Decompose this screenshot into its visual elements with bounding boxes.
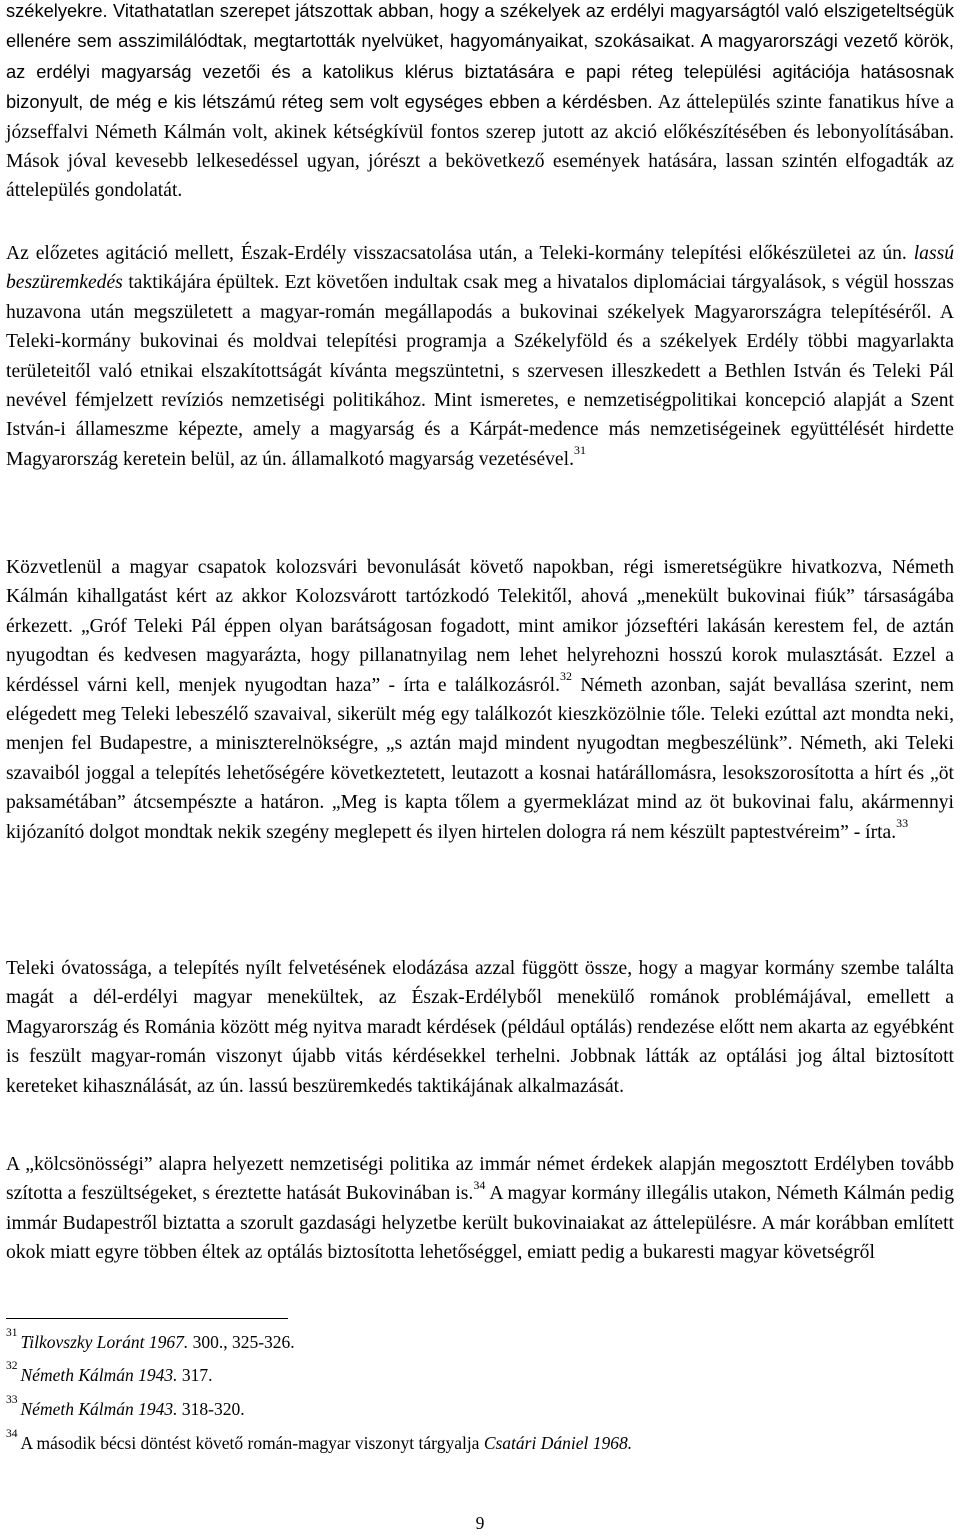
page-number: 9 bbox=[475, 1513, 485, 1533]
footnote-31-number: 31 bbox=[6, 1327, 18, 1340]
footnote-34 bbox=[6, 1428, 633, 1454]
paragraph-5-text-b: A magyar kormány illegális utakon, Németh Kálmán pedig immár Budapestről biztatta a szorult gazdasági helyzetbe került bukovinaiakat az áttelepülésre. A már korábban említett okok miatt egyre többen éltek az optálás biztosította lehetőséggel, emiatt pedig a bukaresti magyar követségről bbox=[6, 1183, 954, 1264]
footnote-31-pages: 300., 325-326. bbox=[188, 1332, 295, 1352]
paragraph-2-italic-term: lassú beszüremkedés bbox=[6, 243, 954, 294]
paragraph-1 bbox=[6, 0, 954, 206]
paragraph-2-text-b: taktikájára épültek. Ezt követően indultak csak meg a hivatalos diplomáciai tárgyalások, s végül hosszas huzavona után megszületett a magyar-román megállapodás a bukovinai székelyek Magyarországra telepítéséről. A Teleki-kormány bukovinai és moldvai telepítési programja a Székelyföld és a székelyek Erdély többi magyarlakta területeitől való etnikai elszakítottságát kívánta megszüntetni, s szervesen illeszkedett a Bethlen István és Teleki Pál nevével fémjelzett revíziós nemzetiségi politikához. Mint ismeretes, e nemzetiségpolitikai koncepció alapját a Szent István-i állameszme képezte, amely a magyarság és a Kárpát-medence más nemzetiségeinek együttélését hirdette Magyarország keretein belül, az ún. államalkotó magyarság vezetésével. bbox=[6, 272, 954, 470]
paragraph-3 bbox=[6, 553, 954, 847]
footnote-33-source: Németh Kálmán 1943. bbox=[20, 1399, 178, 1419]
footnote-34-text: A második bécsi döntést követő román-magyar viszonyt tárgyalja bbox=[20, 1433, 484, 1453]
paragraph-1-sans-text: székelyekre. Vitathatatlan szerepet játszottak abban, hogy a székelyek az erdélyi magyarságtól való elszigeteltségük ellenére sem asszimilálódtak, megtartották nyelvüket, hagyományaikat, szokásaikat. A magyarországi vezető körök, az erdélyi magyarság vezetői és a katolikus klérus biztatására e papi réteg települési agitációja hatásosnak bizonyult, de még e kis létszámú réteg sem volt egységes ebben a kérdésben. bbox=[6, 0, 954, 113]
paragraph-5-text-a: A „kölcsönösségi” alapra helyezett nemzetiségi politika az immár német érdekek alapján megosztott Erdélyben tovább szította a feszültségeket, s éreztette hatását Bukovinában is. bbox=[6, 1154, 954, 1205]
footnote-32-number: 32 bbox=[6, 1360, 18, 1373]
footnote-32 bbox=[6, 1360, 213, 1386]
footnote-33-number: 33 bbox=[6, 1394, 18, 1407]
footnote-34-source: Csatári Dániel 1968. bbox=[483, 1433, 633, 1453]
footnote-ref-32[interactable]: 32 bbox=[559, 669, 572, 684]
footnote-32-source: Németh Kálmán 1943. bbox=[20, 1365, 178, 1385]
paragraph-2-text-a: Az előzetes agitáció mellett, Észak-Erdély visszacsatolása után, a Teleki-kormány telepítési előkészületei az ún. bbox=[6, 243, 907, 264]
paragraph-1-serif-text: Az áttelepülés szinte fanatikus híve a józseffalvi Németh Kálmán volt, akinek kétségkívül fontos szerep jutott az akció előkészítésében és lebonyolításában. Mások jóval kevesebb lelkesedéssel ugyan, jórészt a bekövetkező események hatására, lassan szintén elfogadták az áttelepülés gondolatát. bbox=[6, 92, 954, 202]
paragraph-5 bbox=[6, 1150, 954, 1268]
footnote-31-source: Tilkovszky Loránt 1967. bbox=[20, 1332, 189, 1352]
paragraph-2 bbox=[6, 239, 954, 474]
footnote-33 bbox=[6, 1394, 245, 1420]
paragraph-4-text: Teleki óvatossága, a telepítés nyílt felvetésének elodázása azzal függött össze, hogy a magyar kormány szembe találta magát a dél-erdélyi magyar menekültek, az Észak-Erdélyből menekülő románok problémájával, emellett a Magyarország és Románia között még nyitva maradt kérdések (például optálás) rendezése előtt nem akarta az egyébként is feszült magyar-román viszonyt újabb vitás kérdésekkel terhelni. Jobbnak látták az optálási jog által biztosított kereteket kihasználását, az ún. lassú beszüremkedés taktikájának alkalmazását. bbox=[6, 958, 954, 1097]
footnote-ref-34[interactable]: 34 bbox=[473, 1177, 486, 1192]
footnote-32-pages: 317. bbox=[177, 1365, 213, 1385]
footnote-33-pages: 318-320. bbox=[177, 1399, 245, 1419]
paragraph-3-text-a: Közvetlenül a magyar csapatok kolozsvári bevonulását követő napokban, régi ismeretségükre hivatkozva, Németh Kálmán kihallgatást kért az akkor Kolozsvárott tartózkodó Telekitől, ahová „menekült bukovinai fiúk” társaságába érkezett. „Gróf Teleki Pál éppen olyan barátságosan fogadott, mint amikor józseftéri lakásán kerestem fel, de aztán nyugodtan és kedvesen magyarázta, hogy pillanatnyilag nem lehet helyrehozni hosszú korok mulasztását. Ezzel a kérdéssel várni kell, menjek nyugodtan haza” - írta e találkozásról. bbox=[6, 557, 954, 696]
footnote-ref-33[interactable]: 33 bbox=[896, 816, 909, 831]
footnote-ref-31[interactable]: 31 bbox=[573, 443, 586, 458]
paragraph-3-text-b: Németh azonban, saját bevallása szerint, nem elégedett meg Teleki lebeszélő szavaival, sikerült még egy találkozót kieszközölnie tőle. Teleki ezúttal azt mondta neki, menjen fel Budapestre, a miniszterelnökségre, „s aztán majd mindent nyugodtan megbeszélünk”. Németh, aki Teleki szavaiból joggal a telepítés lehetőségére következtetett, leutazott a kosnai határállomásra, lesokszorosította a hírt és „öt paksamétában” átcsempészte a határon. „Meg is kapta tőlem a gyermeklázat mind az öt bukovinai falu, akármennyi kijózanító dolgot mondtak nekik szegény meglepett és ilyen hirtelen dologra rá nem készült paptestvéreim” - írta. bbox=[6, 674, 954, 843]
footnote-separator bbox=[6, 1318, 288, 1319]
footnote-31 bbox=[6, 1327, 295, 1353]
footnote-34-number: 34 bbox=[6, 1428, 18, 1441]
paragraph-4 bbox=[6, 954, 954, 1101]
